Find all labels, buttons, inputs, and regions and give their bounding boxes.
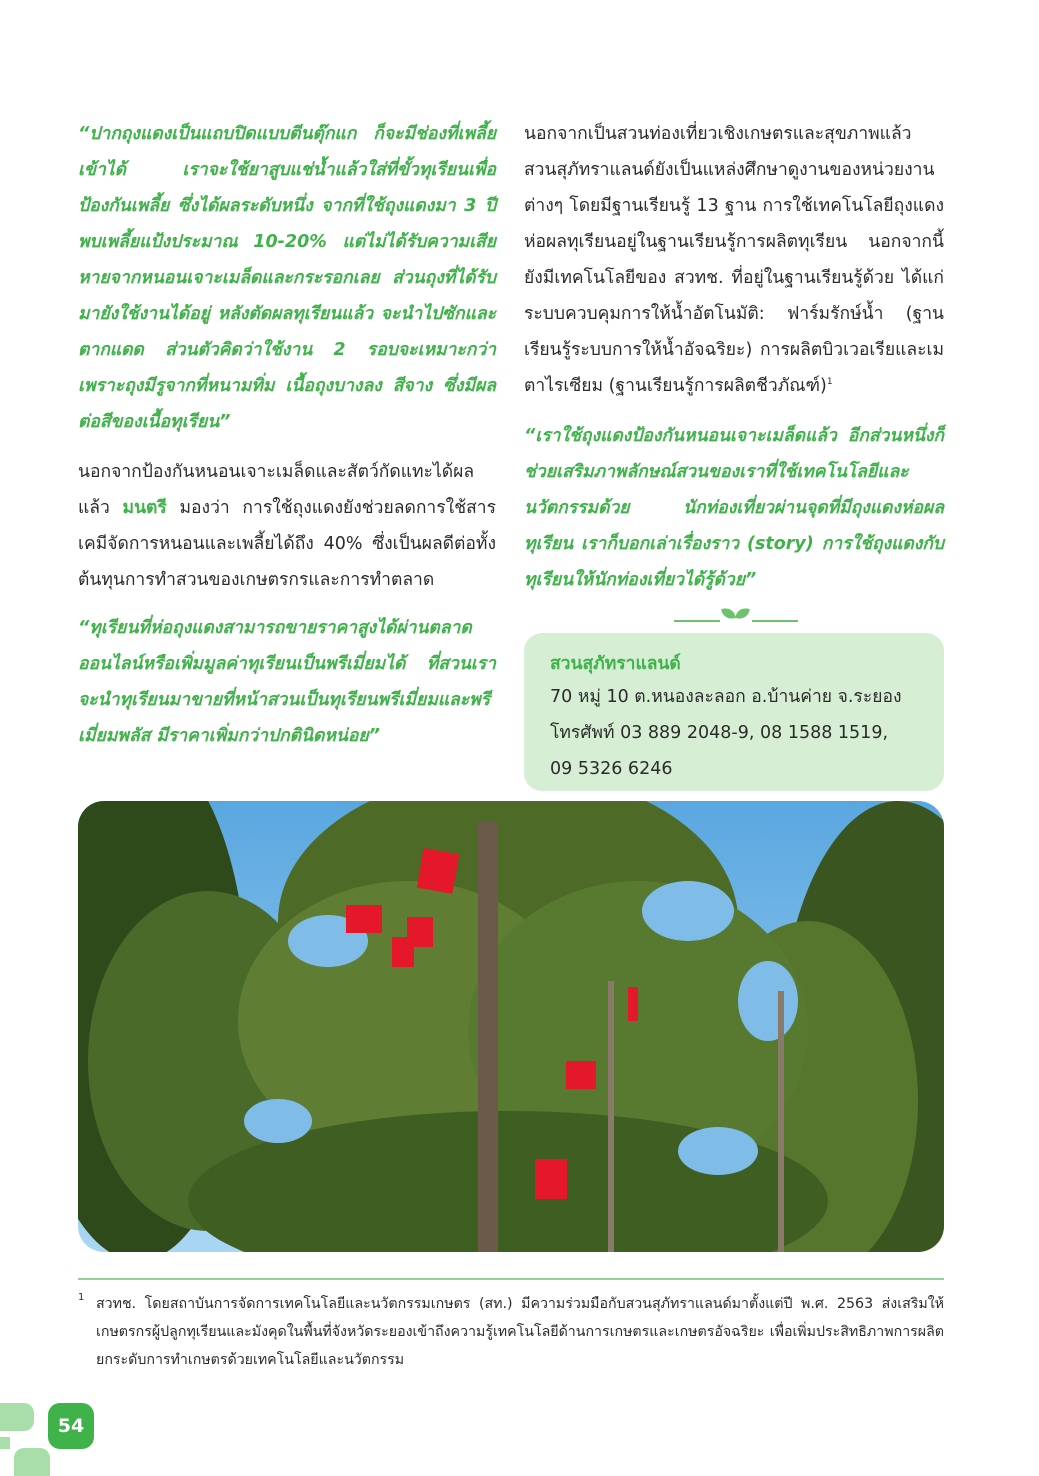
footnote-mark: 1 — [78, 1292, 85, 1303]
para-text-start: นอกจากป้องกันหนอนเจาะเมล็ดและสัตว์กัดแทะได้ผลแล้ว — [78, 462, 475, 518]
para-learning-text: นอกจากเป็นสวนท่องเที่ยวเชิงเกษตรและสุขภาพแล้ว สวนสุภัทราแลนด์ยังเป็นแหล่งศึกษาดูงานของหน่วยงานต่างๆ โดยมีฐานเรียนรู้ 13 ฐาน การใช้เทคโนโลยีถุงแดงห่อผลทุเรียนอยู่ในฐานเรียนรู้การผลิตทุเรียน นอกจากนี้ยังมีเทคโนโลยีของ สวทช. ที่อยู่ในฐานเรียนรู้ด้วย ได้แก่ ระบบควบคุมการให้น้ำอัตโนมัติ: ฟาร์มรักษ์น้ำ (ฐานเรียนรู้ระบบการให้น้ำอัจฉริยะ) การผลิตบิวเวอเรียและเมตาไรเซียม (ฐานเรียนรู้การผลิตชีวภัณฑ์) — [524, 124, 944, 396]
durian-tree-photo — [78, 801, 944, 1252]
para-text-end: มองว่า การใช้ถุงแดงยังช่วยลดการใช้สารเคมีจัดการหนอนและเพลี้ยได้ถึง 40% ซึ่งเป็นผลดีต่อทั้งต้นทุนการทำสวนของเกษตรกรและการทำตลาด — [78, 498, 496, 590]
footnote-divider — [78, 1278, 944, 1280]
garden-phone: โทรศัพท์ 03 889 2048-9, 08 1588 1519, — [550, 723, 889, 743]
left-column — [78, 116, 496, 754]
garden-name: สวนสุภัทราแลนด์ — [550, 654, 681, 674]
leaf-icon — [735, 607, 749, 620]
paragraph-learning-center — [524, 116, 944, 404]
decor-square — [0, 1437, 10, 1449]
quote-garden-image: “เราใช้ถุงแดงป้องกันหนอนเจาะเมล็ดแล้ว อีกส่วนหนึ่งก็ช่วยเสริมภาพลักษณ์สวนของเราที่ใช้เทคโนโลยีและนวัตกรรมด้วย นักท่องเที่ยวผ่านจุดที่มีถุงแดงห่อผลทุเรียน เราก็บอกเล่าเรื่องราว (story) การใช้ถุงแดงกับทุเรียนให้นักท่องเที่ยวได้รู้ด้วย” — [524, 426, 944, 590]
durian-tree-illustration — [78, 801, 944, 1252]
divider-line-left — [674, 620, 720, 622]
footnote-text: สวทช. โดยสถาบันการจัดการเทคโนโลยีและนวัตกรรมเกษตร (สท.) มีความร่วมมือกับสวนสุภัทราแลนด์มาตั้งแต่ปี พ.ศ. 2563 ส่งเสริมให้เกษตรกรผู้ปลูกทุเรียนและมังคุดในพื้นที่จังหวัดระยองเข้าถึงความรู้เทคโนโลยีด้านการเกษตรและเกษตรอัจฉริยะ เพื่อเพิ่มประสิทธิภาพการผลิตยกระดับการทำเกษตรด้วยเทคโนโลยีและนวัตกรรม — [96, 1296, 944, 1368]
garden-phone-2: 09 5326 6246 — [550, 759, 673, 779]
leaf-icon — [721, 607, 735, 620]
paragraph-chemical-reduction — [78, 454, 496, 598]
footnote — [78, 1290, 944, 1374]
page-number: 54 — [48, 1403, 94, 1449]
garden-address: 70 หมู่ 10 ต.หนองละลอก อ.บ้านค่าย จ.ระยอง — [550, 687, 902, 707]
decor-square — [0, 1403, 34, 1431]
divider-line-right — [752, 620, 798, 622]
decor-square — [14, 1448, 50, 1476]
quote-red-bag-pests: “ปากถุงแดงเป็นแถบปิดแบบตีนตุ๊กแก ก็จะมีช่องที่เพลี้ยเข้าได้ เราจะใช้ยาสูบแช่น้ำแล้วใส่ที่ขั้วทุเรียนเพื่อป้องกันเพลี้ย ซึ่งได้ผลระดับหนึ่ง จากที่ใช้ถุงแดงมา 3 ปี พบเพลี้ยแป้งประมาณ 10-20% แต่ไม่ได้รับความเสียหายจากหนอนเจาะเมล็ดและกระรอกเลย ส่วนถุงที่ได้รับมายังใช้งานได้อยู่ หลังตัดผลทุเรียนแล้ว จะนำไปซักและตากแดด ส่วนตัวคิดว่าใช้งาน 2 รอบจะเหมาะกว่า เพราะถุงมีรูจากที่หนามทิ่ม เนื้อถุงบางลง สีจาง ซึ่งมีผลต่อสีของเนื้อทุเรียน” — [78, 124, 496, 432]
contact-info-box — [524, 633, 944, 791]
right-column — [524, 116, 944, 598]
footnote-ref[interactable]: 1 — [826, 377, 833, 388]
leaf-divider — [674, 604, 798, 624]
person-name: มนตรี — [122, 498, 167, 518]
quote-premium-durian: “ทุเรียนที่ห่อถุงแดงสามารถขายราคาสูงได้ผ่านตลาดออนไลน์หรือเพิ่มมูลค่าทุเรียนเป็นพรีเมี่ยมได้ ที่สวนเราจะนำทุเรียนมาขายที่หน้าสวนเป็นทุเรียนพรีเมี่ยมและพรีเมี่ยมพลัส มีราคาเพิ่มกว่าปกตินิดหน่อย” — [78, 618, 496, 746]
